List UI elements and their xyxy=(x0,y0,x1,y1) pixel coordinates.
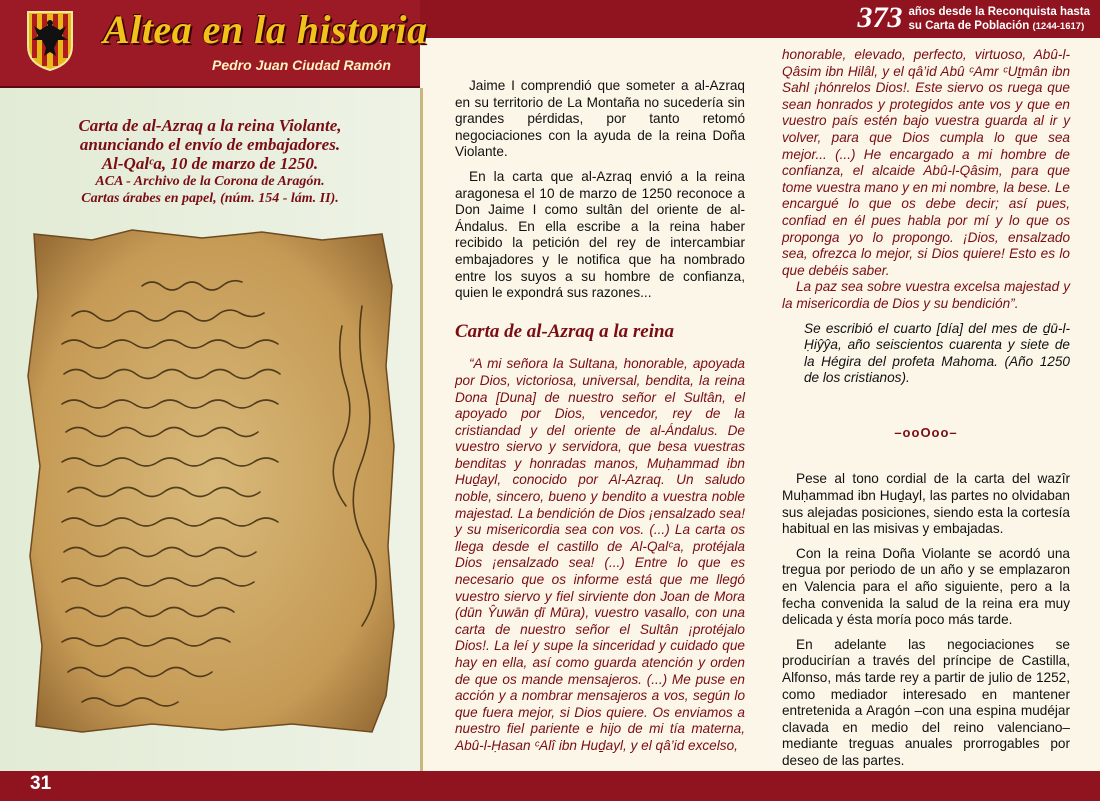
section-heading: Carta de al-Azraq a la reina xyxy=(455,320,675,342)
counter-years: (1244-1617) xyxy=(1032,21,1085,32)
caption-source-1: ACA - Archivo de la Corona de Aragón. xyxy=(95,174,325,189)
counter-banner xyxy=(857,3,1090,34)
book-header xyxy=(0,0,428,88)
analysis-paragraph-3: En adelante las negociaciones se producirían a través del príncipe de Castilla, Alfonso, más tarde rey a partir de julio de 1252, como mediador interesado en mantener entretenida a Aragón –con una espina mudéjar clavada en medio del reino valenciano– mediante treguas anuales prorrogables por deseo de las partes. xyxy=(782,636,1070,768)
text-column-1 xyxy=(455,78,745,755)
caption-source-2: Cartas árabes en papel, (núm. 154 - lám. II). xyxy=(81,191,339,206)
image-panel xyxy=(0,88,423,771)
analysis-paragraph-2: Con la reina Doña Violante se acordó una tregua por periodo de un año y se emplazaron en Valencia para el año siguiente, pero a la fecha convenida la salud de la reina era muy delicada y ésta moría poco más tarde. xyxy=(782,545,1070,628)
caption-title-2: anunciando el envío de embajadores. xyxy=(79,135,341,154)
letter-closing: La paz sea sobre vuestra excelsa majestad y la misericordia de Dios y su bendición”. xyxy=(782,279,1070,311)
page-number: 31 xyxy=(30,773,52,794)
section-divider: –ooOoo– xyxy=(894,424,958,440)
letter-date-note: Se escribió el cuarto [día] del mes de ḏū-l-Ḥiŷŷa, año seiscientos cuarenta y siete de la Hégira del profeta Mahoma. (Año 1250 de los cristianos). xyxy=(804,320,1070,386)
text-column-2 xyxy=(782,47,1070,778)
counter-subtitle xyxy=(908,3,1090,34)
letter-quote xyxy=(455,356,745,754)
caption-title-1: Carta de al-Azraq a la reina Violante, xyxy=(78,116,342,135)
caption-title-3: Al-Qalᶜa, 10 de marzo de 1250. xyxy=(101,154,319,173)
intro-paragraph: Jaime I comprendió que someter a al-Azraq en su territorio de La Montaña no sucedería sin grandes pérdidas, por tanto retomó negociaciones con la ayuda de la reina Doña Violante. xyxy=(455,78,745,160)
manuscript-image xyxy=(22,226,398,736)
letter-quote-text: “A mi señora la Sultana, honorable, apoyada por Dios, victoriosa, universal, bendita, la reina Dona [Duna] de nuestro señor el Sultân, el apoyado por Dios, vencedor, rey de la cristiandad y del oriente de al-Ándalus. De vuestro siervo y servidora, que besa vuestras benditas y honradas manos, Muḥammad ibn Huḏayl, conocido por Al-Azraq. Un saludo noble, sincero, bueno y bendito a vuestra noble majestad. La bendición de Dios ¡ensalzado sea! y su misericordia sea con vos. (...) La carta os llega desde el castillo de Al-Qalᶜa, protéjala Dios ¡ensalzado sea! (...) Entre lo que es necesario que os informe está que me llegó vuestro siervo y fiel sirviente don Joan de Mora (dūn Ŷuwān ḍī Mūra), vuestro vasallo, con una carta de nuestro señor el Sultân ¡protéjalo Dios!. La leí y supe la sinceridad y cuidado que hay en ella, así como guarda atención y orden de que os mande mensajeros. (...) Me puse en acción y a nombrar mensajeros a vos, según lo que fuera mejor, si Dios quiere. Os enviamos a nuestro fiel pariente e hijo de mi tía materna, Abû-l-Ḥasan ᶜAlî ibn Huḏayl, y el qâ’id excelso, xyxy=(455,356,745,753)
counter-line-2: su Carta de Población xyxy=(908,20,1030,32)
coat-of-arms-icon xyxy=(26,10,74,72)
context-paragraph: En la carta que al-Azraq envió a la reina aragonesa el 10 de marzo de 1250 reconoce a Don Jaime I como sultân del oriente de al-Ándalus. En ella escribe a la reina haber recibido la petición del rey de intercambiar embajadores y le notifica que ha nombrado entre los suyos a su hombre de confianza, quien le expondrá sus razones... xyxy=(455,168,745,301)
letter-quote-continued-text: honorable, elevado, perfecto, virtuoso, Abû-l-Qâsim ibn Hilâl, y el qâ’id Abû ᶜAmr ᶜUṯmân ibn Sahl ¡hónrelos Dios!. Este siervo os ruega que sean honrados y protegidos ante vos y que en vuestro país estén bajo vuestra guarda al ir y volver, para que Dios cumpla lo que sea mejor... (...) He encargado a mi hombre de confianza, el alcaide Abû-l-Qâsim, para que tome vuestra mano y en mi nombre, la bese. Le encargué lo que os debe decir; así pues, confiad en él pues habla por mí y lo que os proponga yo lo propongo. ¡Dios, ensalzado sea, ofrezca lo mejor, si Dios quiere! Esto es lo que debéis saber. xyxy=(782,47,1070,278)
book-title: Altea en la historia xyxy=(103,7,428,52)
years-count: 373 xyxy=(857,1,903,34)
analysis-paragraph-1: Pese al tono cordial de la carta del wazîr Muḥammad ibn Huḏayl, las partes no olvidaban sus alejadas posiciones, siendo esta la cortesía habitual en las misivas y embajadas. xyxy=(782,471,1070,537)
figure-caption xyxy=(10,116,410,207)
author-name: Pedro Juan Ciudad Ramón xyxy=(212,57,391,73)
letter-quote-continued xyxy=(782,47,1070,313)
counter-line-1: años desde la Reconquista hasta xyxy=(908,6,1090,18)
